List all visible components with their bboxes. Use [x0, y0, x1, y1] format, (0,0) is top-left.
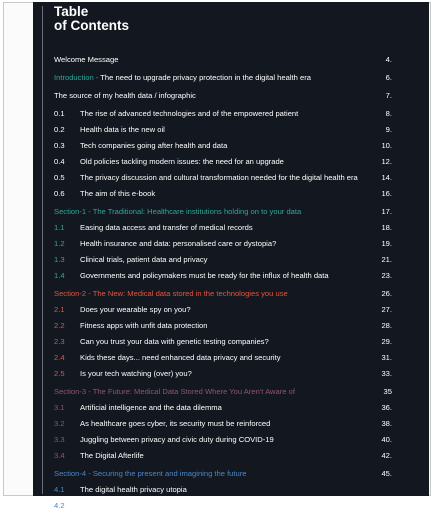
toc-entry-title: Old policies tackling modern issues: the need for an upgrade	[80, 157, 284, 166]
toc-entry-page: 36.	[381, 403, 392, 412]
toc-entry-page: 31.	[381, 353, 392, 362]
toc-entry-number: 2.2	[54, 321, 65, 330]
toc-entry-title: Can you trust your data with genetic testing companies?	[80, 337, 269, 346]
toc-entry-number: 0.2	[54, 125, 65, 134]
toc-entry[interactable]	[0, 302, 436, 318]
toc-entry-title: The source of my health data / infographic	[54, 91, 196, 100]
toc-entry-page: 38.	[381, 419, 392, 428]
toc-entry-title: Questions & Answers	[54, 519, 127, 528]
toc-entry[interactable]	[0, 400, 436, 416]
toc-entry-page: 6.	[385, 73, 392, 82]
toc-entry-title: Governments and policymakers must be ready for the influx of health data	[80, 271, 329, 280]
page-title	[54, 5, 129, 33]
toc-entry[interactable]	[0, 236, 436, 252]
toc-entry-number: 3.4	[54, 451, 65, 460]
toc-entry[interactable]	[0, 466, 436, 482]
toc-entry-title: Does your wearable spy on you?	[80, 305, 191, 314]
toc-entry[interactable]	[0, 220, 436, 236]
toc-entry-page: 10.	[381, 141, 392, 150]
toc-list	[0, 52, 436, 532]
toc-entry[interactable]	[0, 252, 436, 268]
toc-entry-title: The Digital Afterlife	[80, 451, 144, 460]
toc-entry-page: 8.	[385, 109, 392, 118]
toc-entry-number: 1.2	[54, 239, 65, 248]
toc-entry-title: Artificial intelligence and the data dilemma	[80, 403, 222, 412]
toc-entry-page: 35	[383, 387, 392, 396]
section-heading: Section-1 - The Traditional: Healthcare institutions holding on to your data	[54, 207, 302, 216]
toc-entry-page: 12.	[381, 157, 392, 166]
toc-entry-title: Kids these days... need enhanced data privacy and security	[80, 353, 281, 362]
toc-entry-title	[54, 466, 247, 482]
toc-entry-page: 45.	[381, 469, 392, 478]
toc-entry[interactable]	[0, 70, 436, 86]
toc-entry-number: 3.3	[54, 435, 65, 444]
toc-entry-number: 0.5	[54, 173, 65, 182]
toc-entry[interactable]	[0, 154, 436, 170]
toc-entry-page: 28.	[381, 321, 392, 330]
toc-entry[interactable]	[0, 170, 436, 186]
toc-entry-number: 2.5	[54, 369, 65, 378]
toc-entry-number: 2.4	[54, 353, 65, 362]
toc-entry[interactable]	[0, 416, 436, 432]
toc-entry-page: 7.	[385, 91, 392, 100]
toc-entry-page: 46.	[381, 501, 392, 510]
toc-entry[interactable]	[0, 350, 436, 366]
toc-entry-number: 0.6	[54, 189, 65, 198]
toc-entry-page: 33.	[381, 369, 392, 378]
toc-entry-title: Easing data access and transfer of medical records	[80, 223, 253, 232]
toc-entry-page: 14.	[381, 173, 392, 182]
title-line-1: Table	[54, 4, 89, 19]
toc-entry-number: 3.2	[54, 419, 65, 428]
toc-entry[interactable]	[0, 516, 436, 532]
toc-entry[interactable]	[0, 138, 436, 154]
toc-entry-page: 19.	[381, 239, 392, 248]
toc-entry-title: Tech companies going after health and data	[80, 141, 228, 150]
toc-entry-title: The digital health privacy utopia	[80, 485, 187, 494]
toc-entry-page: 17.	[381, 207, 392, 216]
toc-entry-title: The aim of this e-book	[80, 189, 156, 198]
toc-entry-number: 2.1	[54, 305, 65, 314]
toc-entry[interactable]	[0, 52, 436, 68]
toc-entry-title: The rise of advanced technologies and of the empowered patient	[80, 109, 299, 118]
toc-entry-number: 0.1	[54, 109, 65, 118]
toc-entry-page: 40.	[381, 435, 392, 444]
toc-entry[interactable]	[0, 482, 436, 498]
section-heading: Section-2 - The New: Medical data stored in the technologies you use	[54, 289, 288, 298]
toc-entry[interactable]	[0, 448, 436, 464]
toc-entry-title: Fitness apps with unfit data protection	[80, 321, 208, 330]
toc-entry-page: 9.	[385, 125, 392, 134]
toc-entry-page: 16.	[381, 189, 392, 198]
toc-entry-page: 18.	[381, 223, 392, 232]
toc-entry-title: The Conclusion	[80, 501, 133, 510]
toc-entry[interactable]	[0, 334, 436, 350]
toc-entry-page: 27.	[381, 305, 392, 314]
toc-entry-number: 0.3	[54, 141, 65, 150]
toc-entry[interactable]	[0, 498, 436, 514]
toc-entry-title: Is your tech watching (over) you?	[80, 369, 192, 378]
toc-entry[interactable]	[0, 432, 436, 448]
toc-entry-title	[54, 70, 311, 86]
toc-entry[interactable]	[0, 122, 436, 138]
toc-entry-page: 42.	[381, 451, 392, 460]
section-subtitle: The need to upgrade privacy protection in the digital health era	[100, 73, 311, 82]
toc-entry-page: 26.	[381, 289, 392, 298]
toc-entry[interactable]	[0, 366, 436, 382]
toc-entry[interactable]	[0, 186, 436, 202]
toc-entry-number: 3.1	[54, 403, 65, 412]
toc-entry[interactable]	[0, 286, 436, 302]
toc-entry-title	[54, 384, 295, 400]
toc-entry-title: Juggling between privacy and civic duty during COVID-19	[80, 435, 274, 444]
toc-entry-number: 1.4	[54, 271, 65, 280]
toc-entry-title: Health insurance and data: personalised care or dystopia?	[80, 239, 277, 248]
toc-entry-number: 1.1	[54, 223, 65, 232]
toc-entry-title: Welcome Message	[54, 55, 119, 64]
toc-entry-page: 29.	[381, 337, 392, 346]
toc-entry[interactable]	[0, 384, 436, 400]
toc-entry-title: Clinical trials, patient data and privacy	[80, 255, 208, 264]
toc-entry[interactable]	[0, 268, 436, 284]
toc-entry-number: 2.3	[54, 337, 65, 346]
toc-entry-title	[54, 286, 288, 302]
toc-entry-page: 47.	[381, 519, 392, 528]
section-heading: Introduction -	[54, 73, 101, 82]
toc-entry-page: 21.	[381, 255, 392, 264]
toc-entry-number: 4.2	[54, 501, 65, 510]
toc-entry-number: 1.3	[54, 255, 65, 264]
toc-entry-title: As healthcare goes cyber, its security must be reinforced	[80, 419, 271, 428]
toc-entry-page: 23.	[381, 271, 392, 280]
section-heading: Section-4 - Securing the present and imagining the future	[54, 469, 247, 478]
title-line-2: of Contents	[54, 18, 129, 33]
section-heading: Section-3 - The Future: Medical Data Stored Where You Aren't Aware of	[54, 387, 295, 396]
toc-entry[interactable]	[0, 318, 436, 334]
toc-entry-title: The privacy discussion and cultural transformation needed for the digital health era	[80, 173, 358, 182]
toc-entry-title: Health data is the new oil	[80, 125, 165, 134]
toc-entry[interactable]	[0, 106, 436, 122]
toc-entry-number: 4.1	[54, 485, 65, 494]
toc-entry-number: 0.4	[54, 157, 65, 166]
toc-entry[interactable]	[0, 88, 436, 104]
toc-entry[interactable]	[0, 204, 436, 220]
toc-entry-page: 4.	[385, 55, 392, 64]
toc-entry-title	[54, 204, 301, 220]
